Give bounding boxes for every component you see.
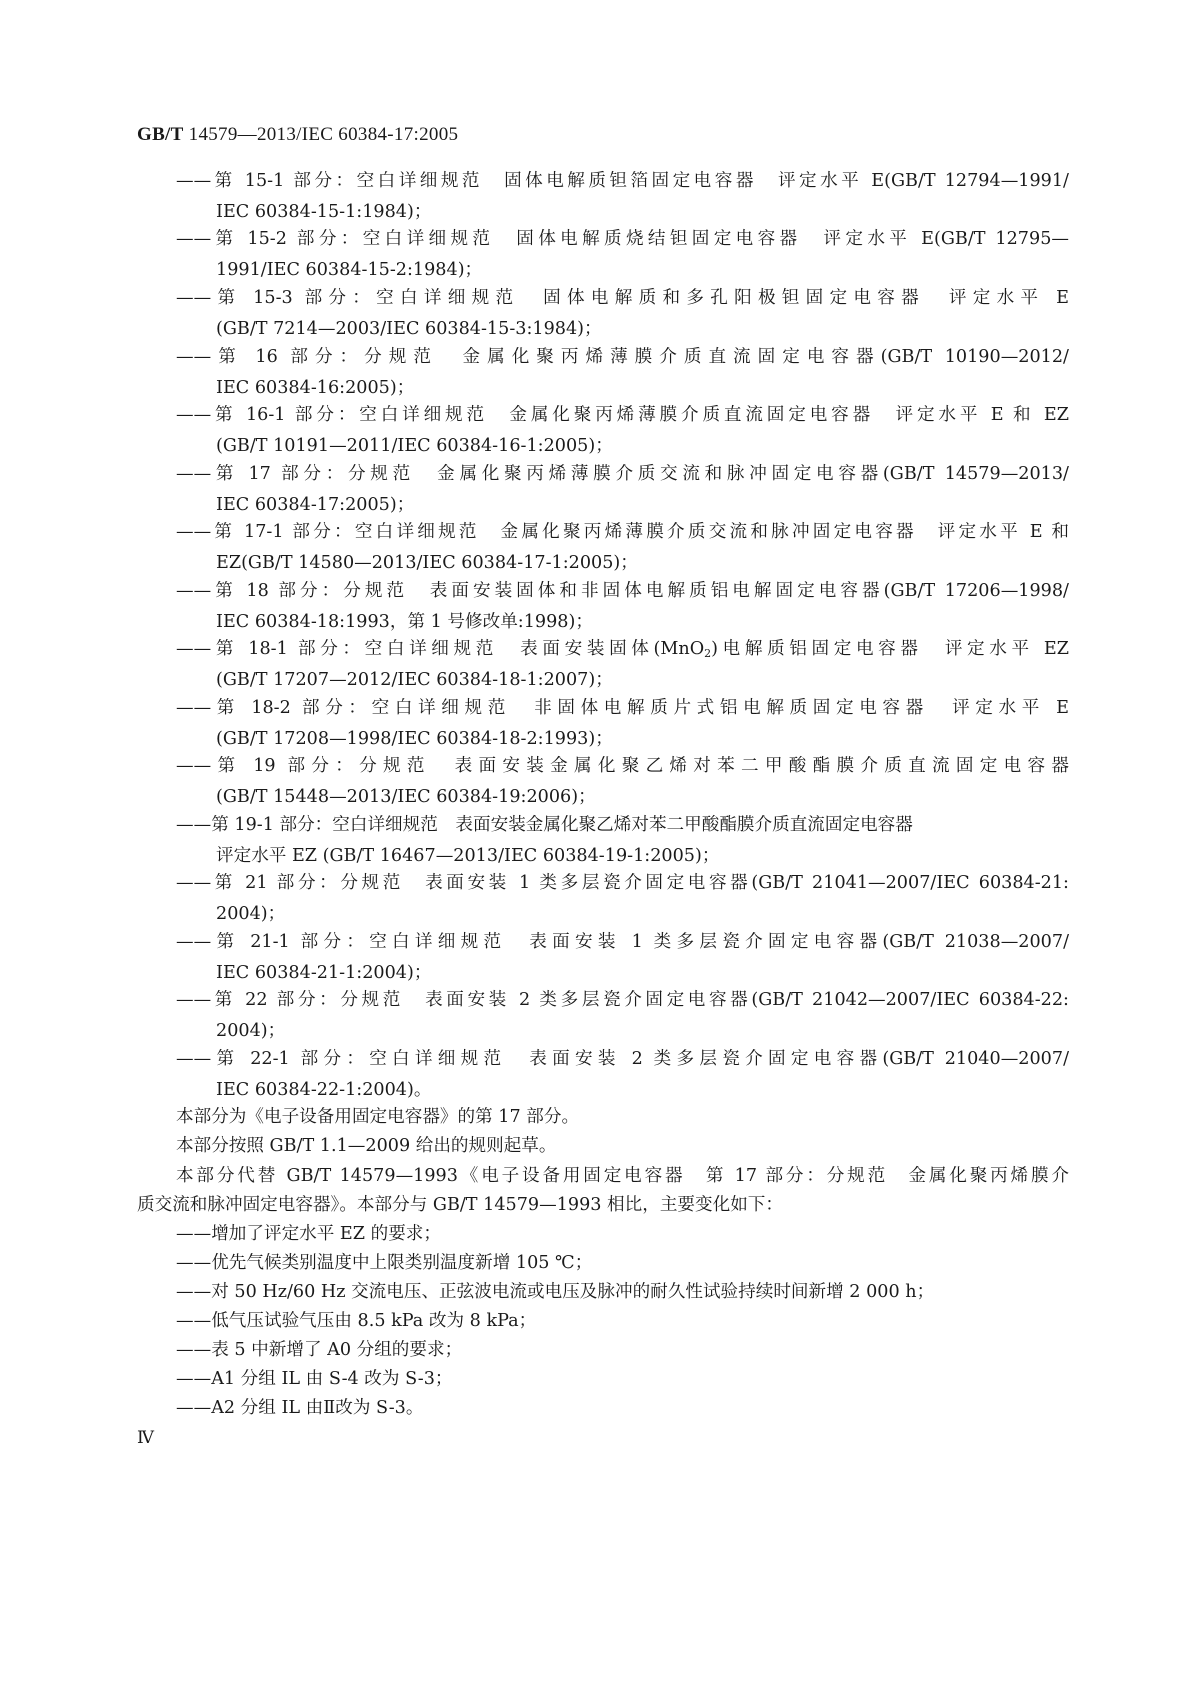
list-item-16-1-line1: ——第 16-1 部分：空白详细规范 金属化聚丙烯薄膜介质直流固定电容器 评定水平 E 和 EZ [176,405,1069,425]
paragraph-replaces-line1: 本部分代替 GB/T 14579—1993《电子设备用固定电容器 第 17 部分：分规范 金属化聚丙烯膜介 [176,1166,1069,1186]
list-item-22-line1: ——第 22 部分：分规范 表面安装 2 类多层瓷介固定电容器(GB/T 21042—2007/IEC 60384-22: [176,990,1069,1010]
list-item-22-1-line2: IEC 60384-22-1:2004)。 [216,1080,432,1100]
change-item: ——对 50 Hz/60 Hz 交流电压、正弦波电流或电压及脉冲的耐久性试验持续时间新增 2 000 h； [176,1282,935,1302]
list-item-16-line2: IEC 60384-16:2005)； [216,378,415,398]
change-item: ——A2 分组 IL 由Ⅱ改为 S-3。 [176,1398,424,1418]
list-item-17-1-line2: EZ(GB/T 14580—2013/IEC 60384-17-1:2005)； [216,553,638,573]
list-item-18-2-line1: ——第 18-2 部分：空白详细规范 非固体电解质片式铝电解质固定电容器 评定水平 E [176,698,1069,718]
standard-number: 14579—2013/IEC 60384-17:2005 [183,124,459,145]
list-item-15-1-line1: ——第 15-1 部分：空白详细规范 固体电解质钽箔固定电容器 评定水平 E(GB/T 12794—1991/ [176,171,1069,191]
list-item-21-1-line1: ——第 21-1 部分：空白详细规范 表面安装 1 类多层瓷介固定电容器(GB/T 21038—2007/ [176,932,1069,952]
list-item-16-1-line2: (GB/T 10191—2011/IEC 60384-16-1:2005)； [216,436,613,456]
list-item-19-line1: ——第 19 部分：分规范 表面安装金属化聚乙烯对苯二甲酸酯膜介质直流固定电容器 [176,756,1069,776]
subscript-2: 2 [704,647,712,660]
paragraph-replaces-line2: 质交流和脉冲固定电容器》。本部分与 GB/T 14579—1993 相比，主要变化如下： [137,1195,783,1215]
list-item-17-1-line1: ——第 17-1 部分：空白详细规范 金属化聚丙烯薄膜介质交流和脉冲固定电容器 评定水平 E 和 [176,522,1069,542]
list-item-19-line2: (GB/T 15448—2013/IEC 60384-19:2006)； [216,787,596,807]
list-item-18-1-text-b: )电解质铝固定电容器 评定水平 EZ [711,639,1069,659]
list-item-18-2-line2: (GB/T 17208—1998/IEC 60384-18-2:1993)； [216,729,613,749]
list-item-21-1-line2: IEC 60384-21-1:2004)； [216,963,432,983]
change-item: ——表 5 中新增了 A0 分组的要求； [176,1340,463,1360]
list-item-15-3-line2: (GB/T 7214—2003/IEC 60384-15-3:1984)； [216,319,602,339]
paragraph-part-intro: 本部分为《电子设备用固定电容器》的第 17 部分。 [176,1107,580,1127]
list-item-19-1-line1: ——第 19-1 部分：空白详细规范 表面安装金属化聚乙烯对苯二甲酸酯膜介质直流固定电容器 [176,815,913,835]
standard-prefix: GB/T [137,124,184,145]
list-item-15-2-line1: ——第 15-2 部分：空白详细规范 固体电解质烧结钽固定电容器 评定水平 E(GB/T 12795— [176,229,1069,249]
change-item: ——低气压试验气压由 8.5 kPa 改为 8 kPa； [176,1311,537,1331]
paragraph-drafting-rules: 本部分按照 GB/T 1.1—2009 给出的规则起草。 [176,1136,557,1156]
list-item-15-2-line2: 1991/IEC 60384-15-2:1984)； [216,260,483,280]
list-item-22-line2: 2004)； [216,1021,286,1041]
list-item-15-1-line2: IEC 60384-15-1:1984)； [216,202,432,222]
list-item-18-line2: IEC 60384-18:1993，第 1 号修改单:1998)； [216,612,593,632]
list-item-18-1-line1 [176,637,1069,666]
change-item: ——优先气候类别温度中上限类别温度新增 105 ℃； [176,1253,593,1273]
document-header [137,124,458,146]
list-item-17-line2: IEC 60384-17:2005)； [216,495,415,515]
list-item-22-1-line1: ——第 22-1 部分：空白详细规范 表面安装 2 类多层瓷介固定电容器(GB/T 21040—2007/ [176,1049,1069,1069]
list-item-15-3-line1: ——第 15-3 部分：空白详细规范 固体电解质和多孔阳极钽固定电容器 评定水平 E [176,288,1069,308]
list-item-18-line1: ——第 18 部分：分规范 表面安装固体和非固体电解质铝电解固定电容器(GB/T 17206—1998/ [176,581,1069,601]
change-item: ——增加了评定水平 EZ 的要求； [176,1224,441,1244]
list-item-18-1-text-a: ——第 18-1 部分：空白详细规范 表面安装固体(MnO [176,639,705,659]
list-item-19-1-line2: 评定水平 EZ (GB/T 16467—2013/IEC 60384-19-1:2005)； [216,846,720,866]
list-item-16-line1: ——第 16 部分：分规范 金属化聚丙烯薄膜介质直流固定电容器(GB/T 10190—2012/ [176,347,1069,367]
change-item: ——A1 分组 IL 由 S-4 改为 S-3； [176,1369,453,1389]
list-item-18-1-line2: (GB/T 17207—2012/IEC 60384-18-1:2007)； [216,670,613,690]
page-number: Ⅳ [137,1428,154,1447]
list-item-21-line2: 2004)； [216,904,286,924]
list-item-21-line1: ——第 21 部分：分规范 表面安装 1 类多层瓷介固定电容器(GB/T 21041—2007/IEC 60384-21: [176,873,1069,893]
list-item-17-line1: ——第 17 部分：分规范 金属化聚丙烯薄膜介质交流和脉冲固定电容器(GB/T 14579—2013/ [176,464,1069,484]
